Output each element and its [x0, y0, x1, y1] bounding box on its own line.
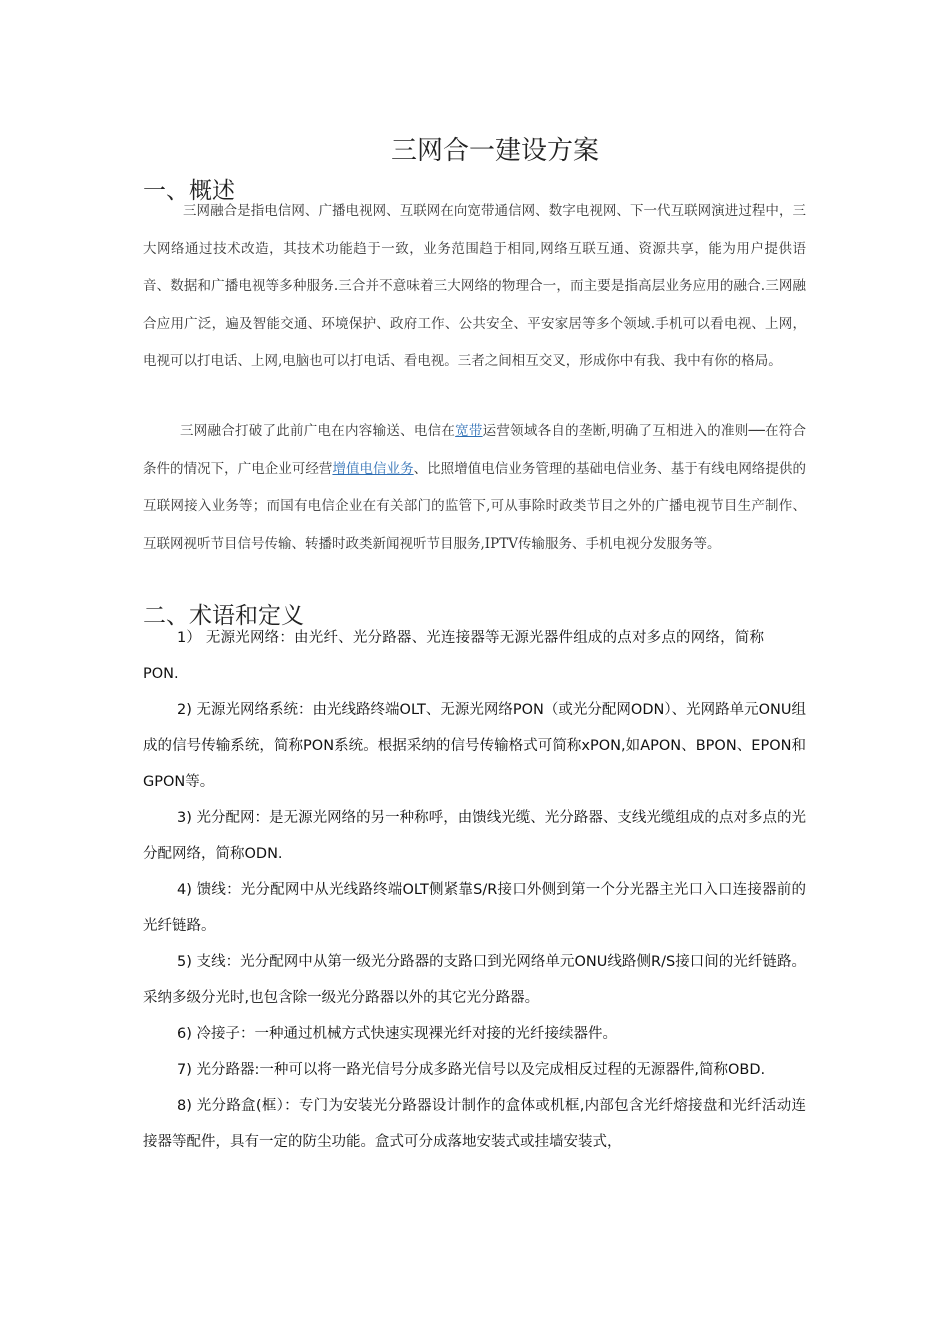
term-item-5: 5) 支线：光分配网中从第一级光分路器的支路口到光网络单元ONU线路侧R/S接口间的光纤链路。采纳多级分光时,也包含除一级光分路器以外的其它光分路器。 [143, 954, 806, 1006]
paragraph-text: 、比照增值电信业务管理的基础电信业务、基于有线电网络提供的互联网接入业务等；而国有电信企业在有关部门的监管下,可从事除时政类节目之外的广播电视节目生产制作、互联网视听节目信号传输、转播时政类新闻视听节目服务,IPTV传输服务、手机电视分发服务等。 [143, 460, 806, 552]
broadband-link[interactable]: 宽带 [455, 423, 483, 439]
term-item-2: 2) 无源光网络系统：由光线路终端OLT、无源光网络PON（或光分配网ODN）、光网路单元ONU组成的信号传输系统，简称PON系统。根据采纳的信号传输格式可简称xPON,如APON、BPON、EPON和GPON等。 [143, 702, 806, 790]
value-added-telecom-link[interactable]: 增值电信业务 [332, 460, 414, 477]
overview-paragraph-1: 三网融合是指电信网、广播电视网、互联网在向宽带通信网、数字电视网、下一代互联网演进过程中，三大网络通过技术改造，其技术功能趋于一致，业务范围趋于相同,网络互联互通、资源共享，能为用户提供语音、数据和广播电视等多种服务.三合并不意味着三大网络的物理合一，而主要是指高层业务应用的融合.三网融合应用广泛，遍及智能交通、环境保护、政府工作、公共安全、平安家居等多个领域.手机可以看电视、上网，电视可以打电话、上网,电脑也可以打电话、看电视。三者之间相互交叉，形成你中有我、我中有你的格局。 [143, 203, 806, 369]
paragraph-text: 运营领域各自的垄断,明确了互相进入的准则──在符合条件的情况下，广电企业可经营 [143, 423, 807, 477]
term-item-7: 7) 光分路器:一种可以将一路光信号分成多路光信号以及完成相反过程的无源器件,简称OBD. [177, 1062, 766, 1078]
term-item-8: 8) 光分路盒(框）：专门为安装光分路器设计制作的盒体或机框,内部包含光纤熔接盘和光纤活动连接器等配件，具有一定的防尘功能。盒式可分成落地安装式或挂墙安装式， [143, 1098, 806, 1150]
term-item-3: 3) 光分配网：是无源光网络的另一种称呼，由馈线光缆、光分路器、支线光缆组成的点对多点的光分配网络，简称ODN. [143, 810, 806, 862]
section-heading-terms: 二、术语和定义 [143, 603, 304, 629]
paragraph-text: 三网融合打破了此前广电在内容输送、电信在 [180, 423, 456, 439]
document-title: 三网合一建设方案 [390, 136, 599, 166]
section-heading-overview: 一、概述 [143, 178, 235, 204]
term-item-1: 1） 无源光网络：由光纤、光分路器、光连接器等无源光器件组成的点对多点的网络，简称PON. [143, 630, 764, 682]
term-item-4: 4) 馈线：光分配网中从光线路终端OLT侧紧靠S/R接口外侧到第一个分光器主光口入口连接器前的光纤链路。 [143, 882, 806, 934]
terms-list [143, 620, 806, 1160]
overview-paragraph-2 [143, 413, 806, 563]
term-item-6: 6) 冷接子：一种通过机械方式快速实现裸光纤对接的光纤接续器件。 [177, 1026, 617, 1042]
